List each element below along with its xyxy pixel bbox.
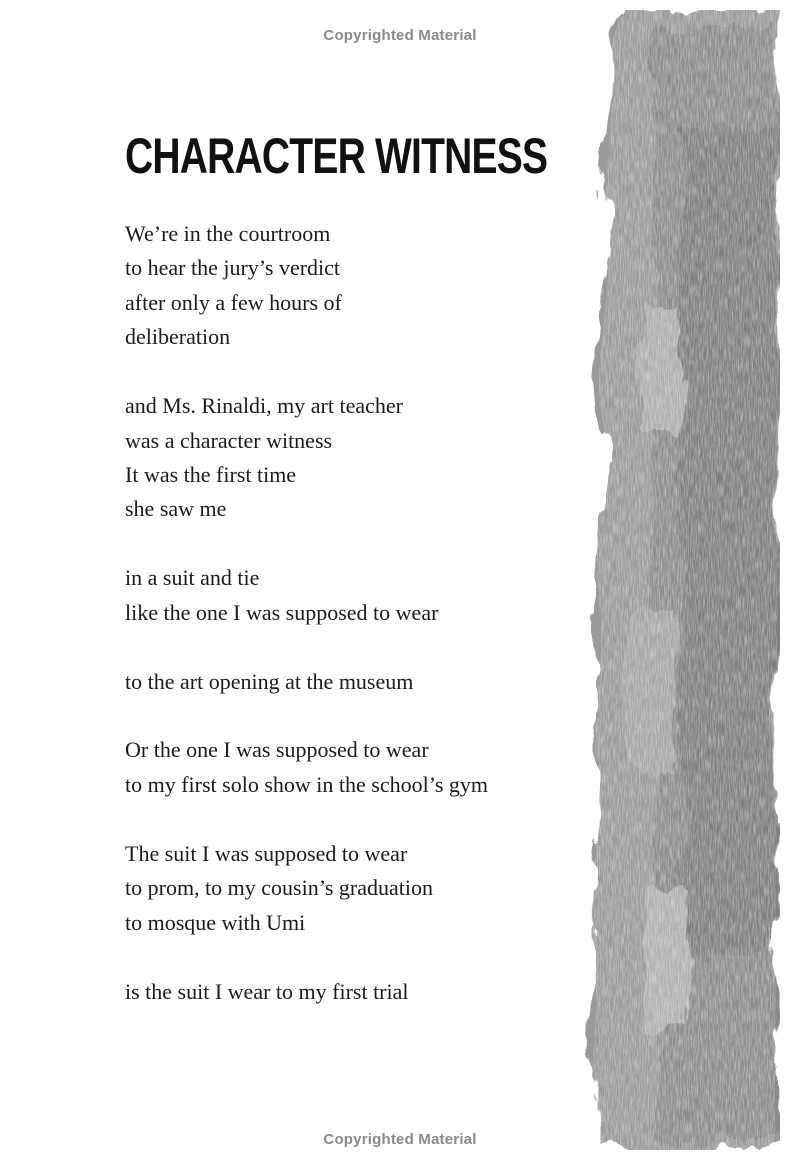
poem-line: is the suit I wear to my first trial: [125, 978, 409, 1004]
brush-stroke-decoration: [585, 10, 780, 1150]
poem-line: to the art opening at the museum: [125, 668, 414, 694]
poem-line: to my first solo show in the school’s gym: [125, 771, 488, 797]
poem-line: to hear the jury’s verdict: [125, 255, 341, 281]
poem-line: she saw me: [125, 496, 227, 522]
poem-line: We’re in the courtroom: [125, 221, 331, 246]
stanza: [125, 975, 585, 1009]
poem-line: to prom, to my cousin’s graduation: [125, 875, 433, 901]
poem-line: after only a few hours of: [125, 289, 342, 315]
stanza: [125, 665, 585, 699]
poem-line: The suit I was supposed to wear: [125, 840, 408, 866]
stanza: [125, 733, 585, 802]
poem-title: CHARACTER WITNESS: [125, 128, 548, 184]
poem-body: [125, 217, 585, 1043]
poem-line: to mosque with Umi: [125, 909, 306, 935]
copyright-footer: Copyrighted Material: [323, 1131, 477, 1148]
poem-line: and Ms. Rinaldi, my art teacher: [125, 393, 403, 419]
poem-line: Or the one I was supposed to wear: [125, 737, 429, 763]
stanza: [125, 389, 585, 527]
poem-line: deliberation: [125, 324, 231, 350]
poem-line: in a suit and tie: [125, 565, 260, 591]
poem-line: was a character witness: [125, 427, 333, 453]
copyright-header: Copyrighted Material: [323, 27, 477, 44]
poem-line: like the one I was supposed to wear: [125, 599, 439, 625]
stanza: [125, 217, 585, 355]
stanza: [125, 837, 585, 940]
poem-line: It was the first time: [125, 461, 297, 487]
stanza: [125, 561, 585, 630]
